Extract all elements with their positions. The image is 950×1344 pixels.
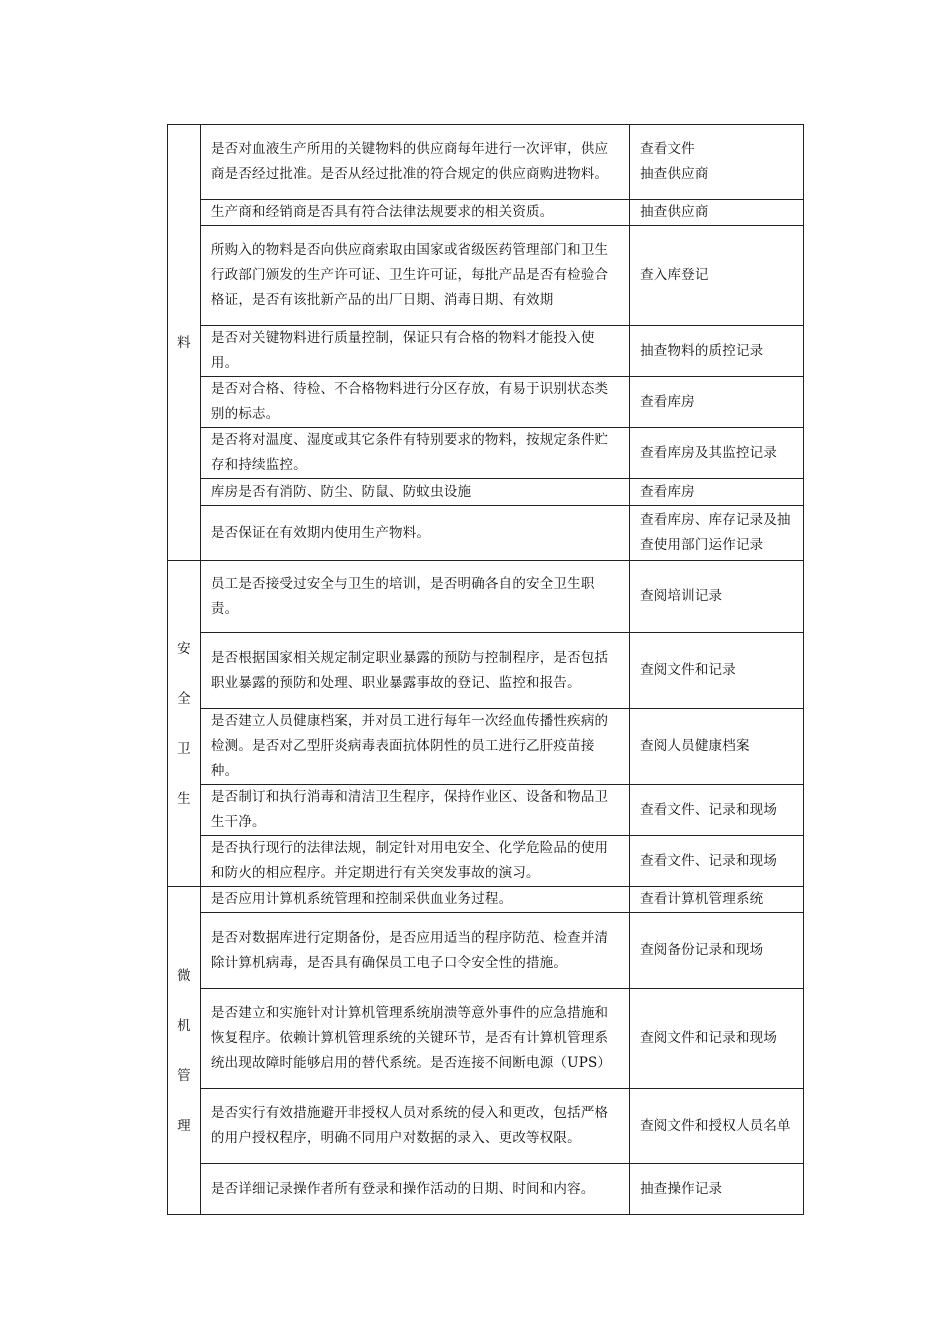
item-cell: 是否保证在有效期内使用生产物料。 [200,506,629,561]
item-cell: 是否对关键物料进行质量控制，保证只有合格的物料才能投入使用。 [200,326,629,377]
item-cell: 生产商和经销商是否具有符合法律法规要求的相关资质。 [200,200,629,226]
method-cell: 查阅文件和授权人员名单 [630,1089,804,1164]
item-cell: 是否实行有效措施避开非授权人员对系统的侵入和更改，包括严格的用户授权程序，明确不同用户对数据的录入、更改等权限。 [200,1089,629,1164]
table-row [168,785,804,836]
method-cell: 查阅文件和记录 [630,633,804,709]
table-row [168,479,804,506]
method-cell: 抽查物料的质控记录 [630,326,804,377]
item-cell: 是否根据国家相关规定制定职业暴露的预防与控制程序，是否包括职业暴露的预防和处理、职业暴露事故的登记、监控和报告。 [200,633,629,709]
item-cell: 是否对血液生产所用的关键物料的供应商每年进行一次评审，供应商是否经过批准。是否从经过批准的符合规定的供应商购进物料。 [200,125,629,200]
table-row [168,561,804,633]
table-row [168,887,804,913]
item-cell: 是否详细记录操作者所有登录和操作活动的日期、时间和内容。 [200,1164,629,1215]
item-cell: 库房是否有消防、防尘、防鼠、防蚊虫设施 [200,479,629,506]
method-cell: 查看库房及其监控记录 [630,428,804,479]
table-row [168,1089,804,1164]
item-cell: 是否应用计算机系统管理和控制采供血业务过程。 [200,887,629,913]
item-cell: 是否建立和实施针对计算机管理系统崩溃等意外事件的应急措施和恢复程序。依赖计算机管理系统的关键环节，是否有计算机管理系统出现故障时能够启用的替代系统。是否连接不间断电源（UPS） [200,989,629,1089]
method-cell: 查阅人员健康档案 [630,709,804,785]
table-row [168,226,804,326]
table-row [168,1164,804,1215]
method-cell: 查阅培训记录 [630,561,804,633]
method-cell: 查看文件 抽查供应商 [630,125,804,200]
category-cell-material: 料 [168,125,201,561]
method-cell: 查看文件、记录和现场 [630,785,804,836]
table-row [168,633,804,709]
method-cell: 查看库房、库存记录及抽查使用部门运作记录 [630,506,804,561]
table-row [168,326,804,377]
method-cell: 查入库登记 [630,226,804,326]
method-cell: 查看文件、记录和现场 [630,836,804,887]
method-cell: 抽查操作记录 [630,1164,804,1215]
method-cell: 查看计算机管理系统 [630,887,804,913]
table-row [168,377,804,428]
item-cell: 是否执行现行的法律法规，制定针对用电安全、化学危险品的使用和防火的相应程序。并定期进行有关突发事故的演习。 [200,836,629,887]
item-cell: 是否对合格、待检、不合格物料进行分区存放，有易于识别状态类别的标志。 [200,377,629,428]
item-cell: 是否将对温度、湿度或其它条件有特别要求的物料，按规定条件贮存和持续监控。 [200,428,629,479]
method-cell: 抽查供应商 [630,200,804,226]
table-row [168,428,804,479]
item-cell: 是否建立人员健康档案，并对员工进行每年一次经血传播性疾病的检测。是否对乙型肝炎病毒表面抗体阴性的员工进行乙肝疫苗接种。 [200,709,629,785]
table-row [168,913,804,989]
category-cell-safety-hygiene: 安 全 卫 生 [168,561,201,887]
table-row [168,989,804,1089]
table-row [168,836,804,887]
table-row [168,709,804,785]
method-cell: 查看库房 [630,479,804,506]
method-cell: 查看库房 [630,377,804,428]
table-row [168,200,804,226]
table-row [168,506,804,561]
item-cell: 所购入的物料是否向供应商索取由国家或省级医药管理部门和卫生行政部门颁发的生产许可证、卫生许可证，每批产品是否有检验合格证，是否有该批新产品的出厂日期、消毒日期、有效期 [200,226,629,326]
method-cell: 查阅备份记录和现场 [630,913,804,989]
table-row [168,125,804,200]
inspection-table [167,124,804,1215]
item-cell: 员工是否接受过安全与卫生的培训，是否明确各自的安全卫生职责。 [200,561,629,633]
item-cell: 是否制订和执行消毒和清洁卫生程序，保持作业区、设备和物品卫生干净。 [200,785,629,836]
method-cell: 查阅文件和记录和现场 [630,989,804,1089]
category-cell-computer-management: 微 机 管 理 [168,887,201,1215]
item-cell: 是否对数据库进行定期备份，是否应用适当的程序防范、检查并清除计算机病毒，是否具有确保员工电子口令安全性的措施。 [200,913,629,989]
